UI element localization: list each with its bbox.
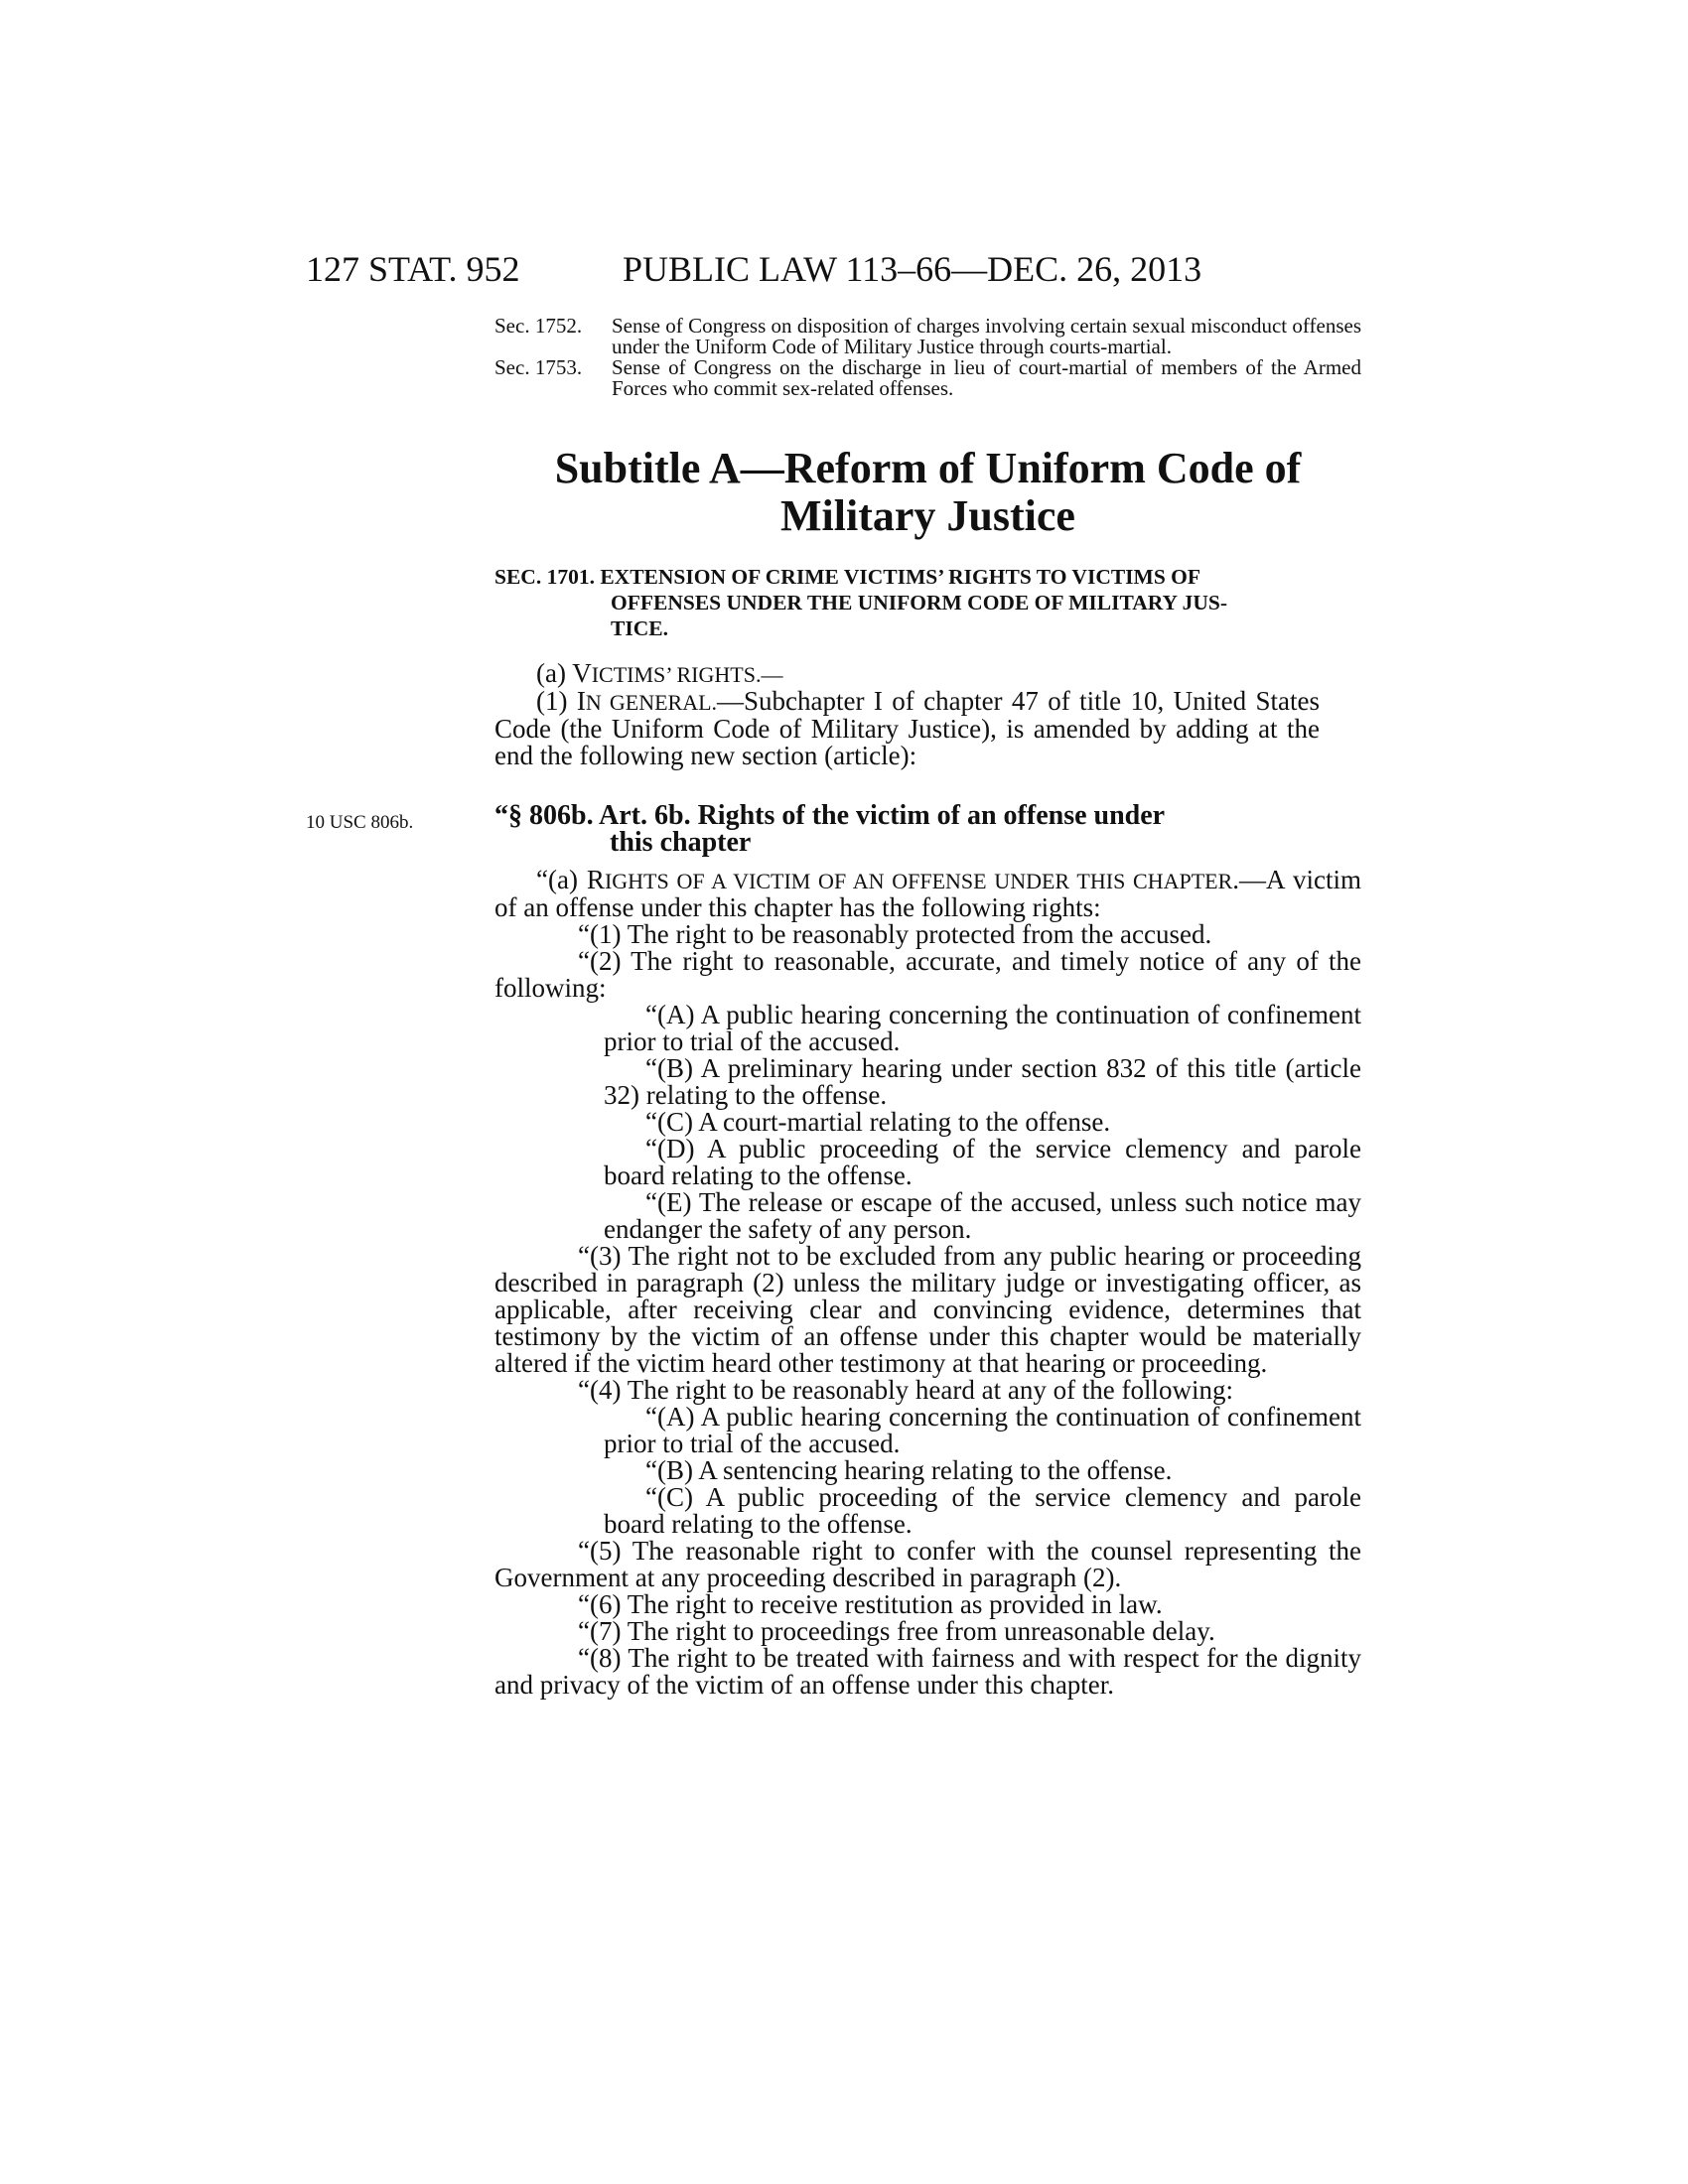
article-heading-line-1: “§ 806b. Art. 6b. Rights of the victim of an offense under: [494, 800, 1166, 831]
subsection-a-rights: [494, 867, 1361, 921]
right-2-c: “(C) A court-martial relating to the offense.: [645, 1107, 1111, 1137]
right-3: “(3) The right not to be excluded from any public hearing or proceeding described in paragraph (2) unless the military judge or investigating officer, as applicable, after receiving clear and convincing evidence, determines that testimony by the victim of an offense under this chapter would be materially altered if the victim heard other testimony at that hearing or proceeding.: [494, 1241, 1361, 1378]
section-heading: [494, 564, 1361, 641]
subtitle-line-2: Military Justice: [780, 491, 1075, 540]
subsection-a-label: (a) V: [536, 658, 592, 688]
subsection-a: [536, 660, 1361, 688]
subtitle-line-1: Subtitle A—Reform of Uniform Code of: [554, 444, 1302, 492]
right-1: “(1) The right to be reasonably protected from the accused.: [578, 919, 1212, 949]
paragraph-1-title: N GENERAL.: [585, 690, 718, 715]
rights-a-label: “(a) R: [536, 865, 605, 894]
right-2-e: “(E) The release or escape of the accused, unless such notice may endanger the safety of any person.: [604, 1187, 1361, 1244]
article-heading-line-2: this chapter: [610, 827, 752, 858]
right-4-b: “(B) A sentencing hearing relating to the offense.: [645, 1455, 1173, 1485]
paragraph-1-text: —Subchapter I of chapter 47 of title 10, United States Code (the Uniform Code of Military Justice), is amended by adding at the end the following new section (article):: [494, 686, 1320, 770]
paragraph-1: [494, 688, 1320, 769]
toc-number: Sec. 1752.: [494, 314, 583, 338]
right-5: “(5) The reasonable right to confer with the counsel representing the Government at any proceeding described in paragraph (2).: [494, 1536, 1361, 1592]
stat-page-number: 127 STAT. 952: [306, 249, 520, 289]
right-6: “(6) The right to receive restitution as provided in law.: [578, 1589, 1163, 1619]
right-2-d: “(D) A public proceeding of the service clemency and parole board relating to the offense.: [604, 1134, 1361, 1190]
subtitle-heading: [494, 445, 1361, 540]
rights-block: [494, 867, 1361, 1699]
table-of-contents: [494, 316, 1361, 399]
right-8: “(8) The right to be treated with fairness and with respect for the dignity and privacy of the victim of an offense under this chapter.: [494, 1643, 1361, 1700]
right-7: “(7) The right to proceedings free from unreasonable delay.: [578, 1616, 1215, 1646]
running-header: PUBLIC LAW 113–66—DEC. 26, 2013: [623, 249, 1202, 289]
section-heading-line-3: TICE.: [611, 616, 668, 640]
right-2-b: “(B) A preliminary hearing under section 832 of this title (article 32) relating to the offense.: [604, 1053, 1361, 1110]
toc-text: Sense of Congress on disposition of charges involving certain sexual misconduct offenses under the Uniform Code of Military Justice through courts-martial.: [612, 314, 1361, 358]
right-4-c: “(C) A public proceeding of the service clemency and parole board relating to the offense.: [604, 1482, 1361, 1539]
right-2-a: “(A) A public hearing concerning the continuation of confinement prior to trial of the accused.: [604, 1000, 1361, 1056]
toc-text: Sense of Congress on the discharge in lieu of court-martial of members of the Armed Forces who commit sex-related offenses.: [612, 355, 1361, 400]
section-heading-line-2: OFFENSES UNDER THE UNIFORM CODE OF MILITARY JUS-: [611, 591, 1228, 614]
toc-number: Sec. 1753.: [494, 355, 583, 379]
rights-a-text: .—A victim of an offense under this chapter has the following rights:: [494, 865, 1362, 922]
rights-a-title: IGHTS OF A VICTIM OF AN OFFENSE UNDER THIS CHAPTER: [604, 869, 1233, 893]
toc-entry: [494, 316, 1361, 357]
toc-entry: [494, 357, 1361, 399]
paragraph-1-label: (1) I: [536, 686, 586, 716]
right-2: “(2) The right to reasonable, accurate, and timely notice of any of the following:: [494, 946, 1361, 1003]
article-heading: [494, 802, 1361, 856]
intro-block: [494, 658, 1361, 770]
margin-note: 10 USC 806b.: [306, 812, 414, 833]
right-4: “(4) The right to be reasonably heard at any of the following:: [578, 1375, 1234, 1405]
section-heading-line-1: SEC. 1701. EXTENSION OF CRIME VICTIMS’ RIGHTS TO VICTIMS OF: [494, 565, 1201, 589]
subsection-a-title: ICTIMS’ RIGHTS.—: [591, 662, 783, 687]
right-4-a: “(A) A public hearing concerning the continuation of confinement prior to trial of the accused.: [604, 1402, 1361, 1458]
